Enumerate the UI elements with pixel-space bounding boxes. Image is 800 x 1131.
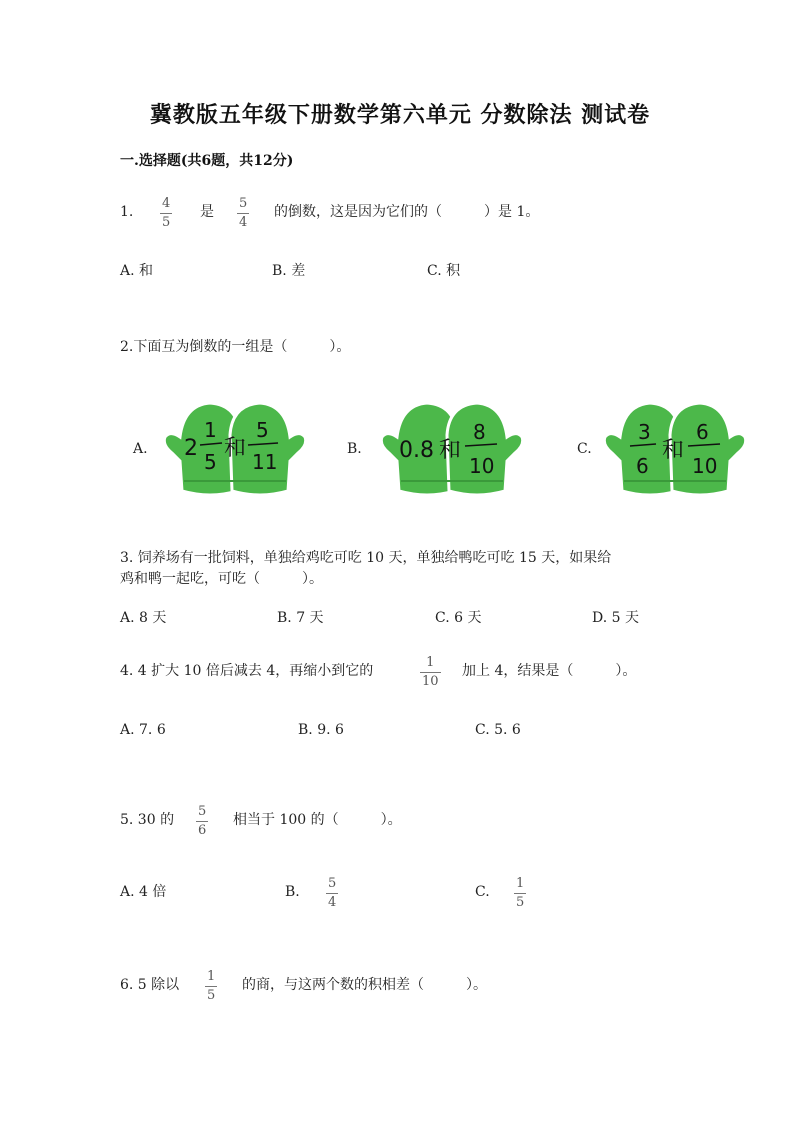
- q3-option-c[interactable]: C. 6 天: [435, 610, 482, 626]
- q4-option-b[interactable]: B. 9. 6: [298, 722, 344, 738]
- q5-option-c[interactable]: C.: [475, 884, 490, 900]
- q2-option-c-label[interactable]: C.: [577, 441, 592, 457]
- q4-option-c[interactable]: C. 5. 6: [475, 722, 521, 738]
- option-a-den2: 11: [252, 450, 278, 474]
- q3-text-line1: 3. 饲养场有一批饲料，单独给鸡吃可吃 10 天，单独给鸭吃可吃 15 天，如果给: [120, 550, 612, 566]
- q5-text-post: 相当于 100 的（ ）。: [233, 812, 402, 828]
- q2-option-b-label[interactable]: B.: [347, 441, 362, 457]
- q5-option-a[interactable]: A. 4 倍: [120, 884, 167, 900]
- q6-text-pre: 6. 5 除以: [120, 977, 180, 993]
- q3-text-line2: 鸡和鸭一起吃，可吃（ ）。: [120, 571, 323, 587]
- q1-number: 1.: [120, 204, 134, 220]
- q3-option-b[interactable]: B. 7 天: [277, 610, 324, 626]
- q5-option-b-fraction: 5 4: [328, 876, 337, 910]
- q1-option-a[interactable]: A. 和: [120, 263, 154, 279]
- option-c-num2: 6: [696, 420, 709, 444]
- option-b-decimal: 0.8: [399, 438, 434, 463]
- q1-option-b[interactable]: B. 差: [272, 263, 306, 279]
- q2-option-b-mitten[interactable]: [377, 395, 527, 503]
- q1-fraction-a: 4 5: [162, 196, 171, 230]
- q1-fraction-b: 5 4: [239, 196, 248, 230]
- q1-text: 的倒数，这是因为它们的（ ）是 1。: [274, 204, 540, 220]
- option-b-den2: 10: [469, 454, 495, 478]
- q4-fraction: 1 10: [422, 655, 439, 689]
- q3-option-d[interactable]: D. 5 天: [592, 610, 639, 626]
- q4-text-post: 加上 4，结果是（ ）。: [462, 663, 637, 679]
- q5-option-c-fraction: 1 5: [516, 876, 525, 910]
- q3-option-a[interactable]: A. 8 天: [120, 610, 167, 626]
- option-b-and: 和: [439, 438, 462, 463]
- q2-option-c-mitten[interactable]: [600, 395, 750, 503]
- option-a-den1: 5: [204, 450, 217, 474]
- q4-text-pre: 4. 4 扩大 10 倍后减去 4，再缩小到它的: [120, 663, 374, 679]
- option-c-den1: 6: [636, 454, 649, 478]
- q2-option-a-label[interactable]: A.: [133, 441, 148, 457]
- q5-option-b[interactable]: B.: [285, 884, 300, 900]
- q6-fraction: 1 5: [207, 969, 216, 1003]
- q5-fraction: 5 6: [198, 804, 207, 838]
- q1-option-c[interactable]: C. 积: [427, 263, 461, 279]
- option-a-num1: 1: [204, 418, 217, 442]
- option-a-and: 和: [224, 436, 247, 461]
- q2-text: 2.下面互为倒数的一组是（ ）。: [120, 339, 351, 355]
- option-a-whole: 2: [184, 436, 198, 461]
- q5-text-pre: 5. 30 的: [120, 812, 175, 828]
- section-header: 一.选择题(共6题，共12分): [120, 153, 294, 169]
- page-title: 冀教版五年级下册数学第六单元 分数除法 测试卷: [149, 102, 651, 128]
- q1-text-is: 是: [200, 204, 214, 220]
- q2-option-a-mitten[interactable]: [160, 395, 310, 503]
- option-c-and: 和: [662, 438, 685, 463]
- option-b-num2: 8: [473, 420, 486, 444]
- option-c-num1: 3: [638, 420, 651, 444]
- q6-text-post: 的商，与这两个数的积相差（ ）。: [242, 977, 487, 993]
- option-c-den2: 10: [692, 454, 718, 478]
- option-a-num2: 5: [256, 418, 269, 442]
- q4-option-a[interactable]: A. 7. 6: [120, 722, 166, 738]
